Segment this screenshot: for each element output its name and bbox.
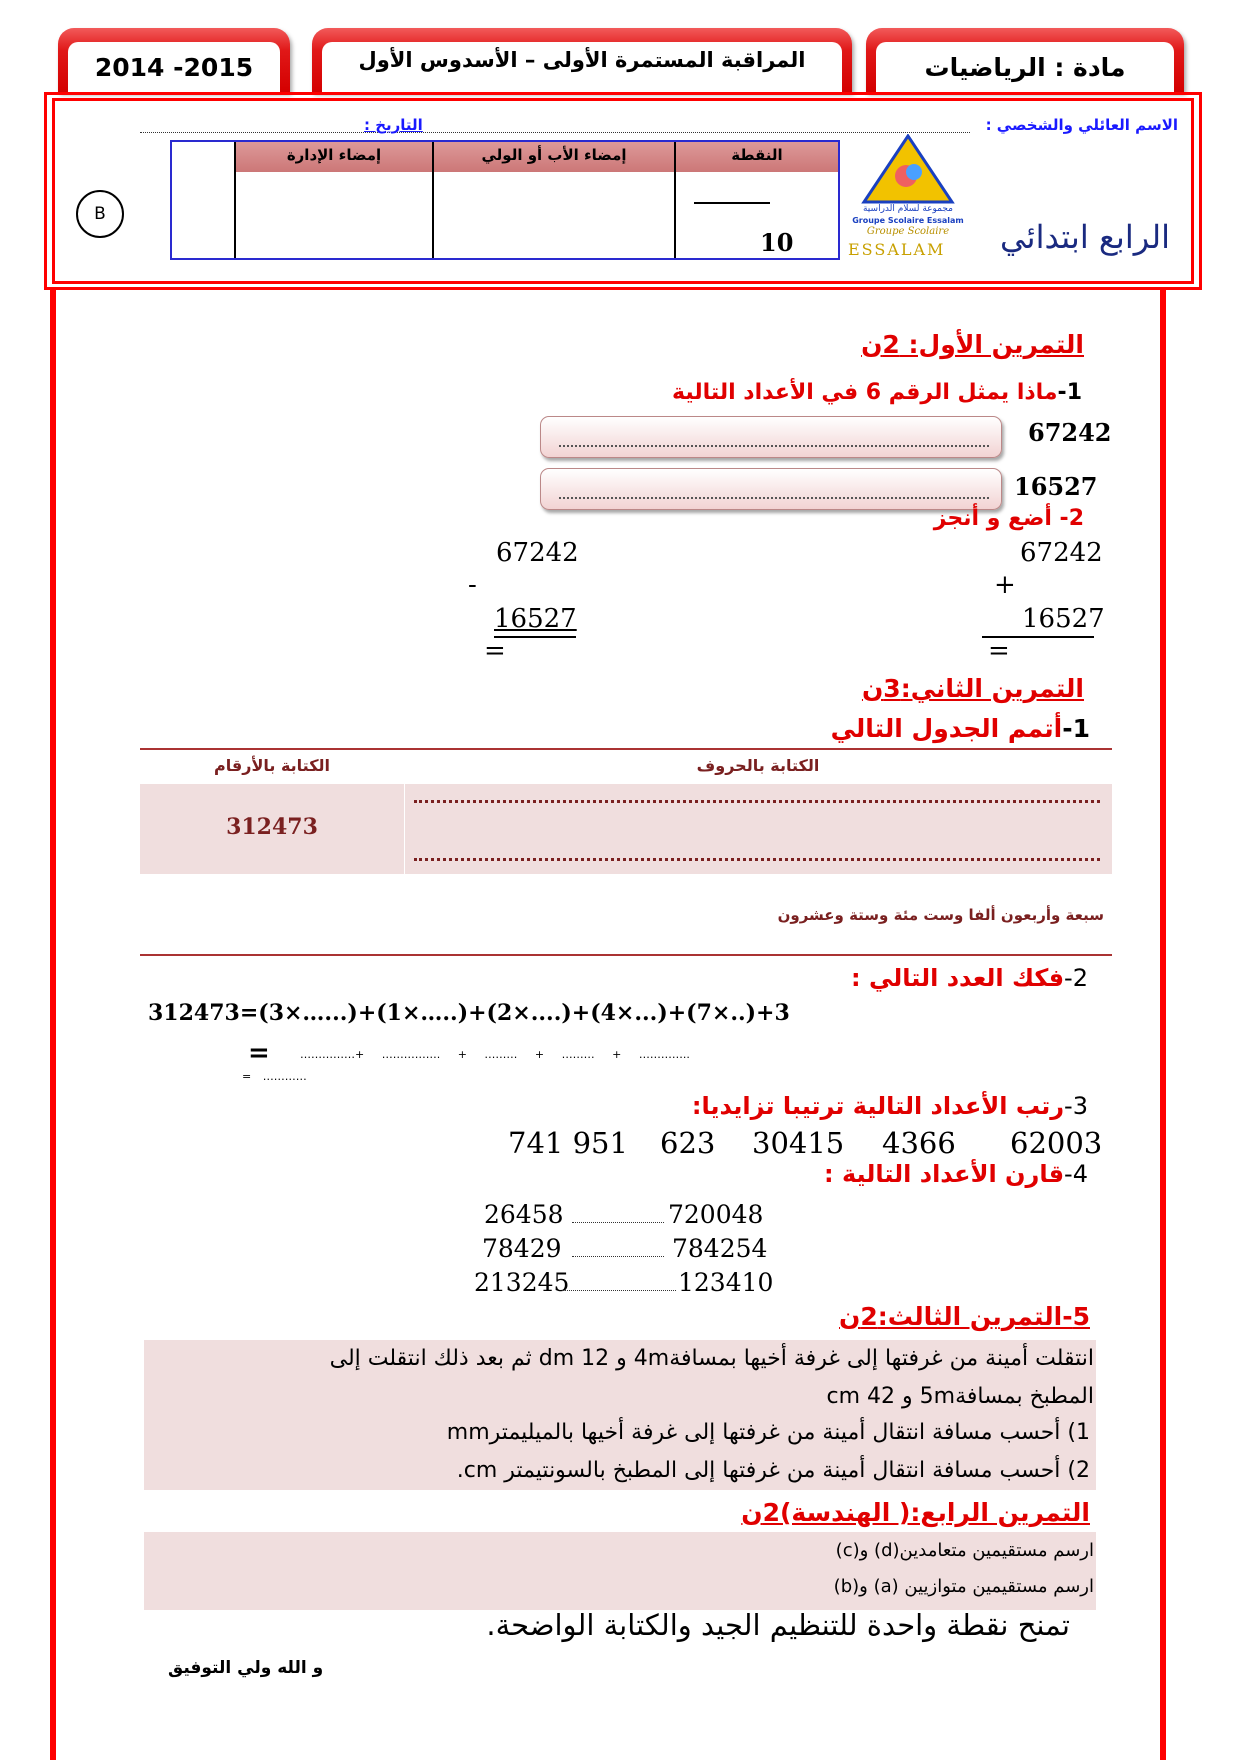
ex2-q2-text: فكك العدد التالي : [851, 964, 1065, 992]
logo-french: Groupe Scolaire Essalam [852, 216, 964, 225]
exam-title: المراقبة المستمرة الأولى – الأسدوس الأول [322, 42, 842, 92]
ex2-q3-text: رتب الأعداد التالية ترتيبا تزايديا: [691, 1092, 1065, 1120]
compare-right: 123410 [678, 1268, 774, 1297]
year-tab [58, 28, 290, 92]
school-logo [848, 134, 968, 262]
sub-underline [494, 636, 576, 638]
sub-operand-a: 67242 [496, 538, 579, 568]
ex2-q3-number: 3- [1064, 1092, 1088, 1120]
compare-left: 213245 [474, 1268, 570, 1297]
words-answer-line-1[interactable] [414, 800, 1100, 803]
compare-right: 720048 [668, 1200, 764, 1229]
row1-digits: 312473 [226, 814, 318, 840]
page-frame-left [50, 290, 56, 1760]
table-bottom-rule [140, 954, 1112, 956]
exercise1-title: التمرين الأول: 2ن [861, 330, 1084, 359]
ex2-q1 [831, 714, 1090, 743]
table-col-divider [404, 784, 405, 874]
subject-tab [866, 28, 1184, 92]
ex2-q2-number: 2- [1064, 964, 1088, 992]
version-badge [76, 190, 124, 238]
closing-phrase: و الله ولي التوفيق [168, 1658, 324, 1678]
words-answer-line-2[interactable] [414, 858, 1100, 861]
version-letter: B [94, 204, 106, 224]
table-top-rule [140, 748, 1112, 750]
ex2-q2 [851, 964, 1088, 992]
exercise2-title: التمرين الثاني:3ن [861, 674, 1084, 703]
parent-signature-header: إمضاء الأب أو الولي [481, 146, 627, 164]
page-frame-right [1160, 290, 1166, 1760]
logo-wordmark: ESSALAM [848, 240, 946, 259]
add-sign: + [994, 570, 1016, 600]
col-words-header: الكتابة بالحروف [696, 756, 820, 775]
row2-words: سبعة وأربعون ألفا وست مئة وستة وعشرون [777, 906, 1104, 924]
ex4-line-2: ارسم مستقيمين متوازيين (a) و(b) [833, 1576, 1094, 1597]
school-year: 2014 -2015 [68, 42, 280, 92]
sub-sign: - [468, 570, 477, 600]
logo-script: Groupe Scolaire [866, 226, 950, 237]
grade-line [694, 202, 770, 204]
exercise3-title: 5-التمرين الثالث:2ن [839, 1302, 1090, 1331]
col-digits-header: الكتابة بالأرقام [214, 756, 330, 775]
ex2-q3 [692, 1092, 1088, 1120]
ex1-q1-text: ماذا يمثل الرقم 6 في الأعداد التالية [672, 380, 1058, 405]
answer-field-2[interactable] [540, 468, 1002, 510]
compare-right: 784254 [672, 1234, 768, 1263]
presentation-note: تمنح نقطة واحدة للتنظيم الجيد والكتابة الواضحة. [486, 1608, 1070, 1642]
ex4-line-1: ارسم مستقيمين متعامدين(d) و(c) [835, 1540, 1094, 1561]
answer-field-1[interactable] [540, 416, 1002, 458]
compare-answer[interactable] [572, 1222, 664, 1223]
admin-signature-header: إمضاء الإدارة [286, 146, 382, 164]
ex2-q4 [824, 1160, 1088, 1188]
ex2-q1-text: أتمم الجدول التالي [830, 714, 1063, 743]
add-operand-a: 67242 [1020, 538, 1103, 568]
exercise4-title: التمرين الرابع:( الهندسة)2ن [741, 1498, 1090, 1527]
ex3-question-1: 1) أحسب مسافة انتقال أمينة من غرفتها إلى غرفة أخيها بالميليمترmm [446, 1420, 1090, 1445]
order-number: 30415 [752, 1126, 845, 1160]
order-number: 623 [660, 1126, 716, 1160]
name-line [140, 132, 970, 133]
decomp-line-3[interactable]: = ………… [242, 1070, 307, 1083]
ex1-q1-number: 1- [1057, 380, 1082, 405]
ex2-q4-number: 4- [1064, 1160, 1088, 1188]
order-number: 4366 [882, 1126, 956, 1160]
ex2-q1-number: 1- [1062, 714, 1090, 743]
ex3-question-2: 2) أحسب مسافة انتقال أمينة من غرفتها إلى المطبخ بالسونتيمتر cm. [456, 1458, 1090, 1483]
decomp-equals: = [248, 1038, 270, 1068]
sub-operand-b: 16527 [494, 604, 577, 634]
grade-total: 10 [760, 228, 794, 257]
ex1-q2: 2- أضع و أنجز [933, 506, 1084, 531]
ex1-number2: 16527 [1014, 472, 1098, 501]
grade-level: الرابع ابتدائي [999, 218, 1170, 256]
ex1-number1: 67242 [1028, 418, 1112, 447]
decomposition: 312473=(3×…...)+(1×…..)+(2×....)+(4×...)+(7×..)+3 [148, 1000, 790, 1026]
add-equals: = [988, 636, 1010, 666]
order-number: 62003 [1010, 1126, 1103, 1160]
grade-header: النقطة [731, 146, 783, 164]
compare-left: 26458 [484, 1200, 564, 1229]
title-tab [312, 28, 852, 92]
compare-left: 78429 [482, 1234, 562, 1263]
compare-answer[interactable] [572, 1256, 664, 1257]
name-label: الاسم العائلي والشخصي : [985, 116, 1178, 134]
ex1-q1 [672, 380, 1082, 405]
order-number: 741 951 [508, 1126, 628, 1160]
ex3-paragraph-1: انتقلت أمينة من غرفتها إلى غرفة أخيها بمسافة4m و 12 dm ثم بعد ذلك انتقلت إلى [329, 1346, 1094, 1371]
decomp-line-2[interactable]: ……………+ ……………. + ……… + ……… + ………….. [300, 1048, 690, 1061]
ex2-q4-text: قارن الأعداد التالية : [824, 1160, 1065, 1188]
subject-title: مادة : الرياضيات [876, 42, 1174, 92]
add-operand-b: 16527 [1022, 604, 1105, 634]
compare-answer[interactable] [562, 1290, 676, 1291]
logo-arabic: مجموعة لسلام الدراسية [862, 204, 953, 214]
date-label: التاريخ : [364, 116, 423, 134]
ex3-paragraph-2: المطبخ بمسافة5m و 42 cm [826, 1384, 1094, 1409]
sub-equals: = [484, 636, 506, 666]
